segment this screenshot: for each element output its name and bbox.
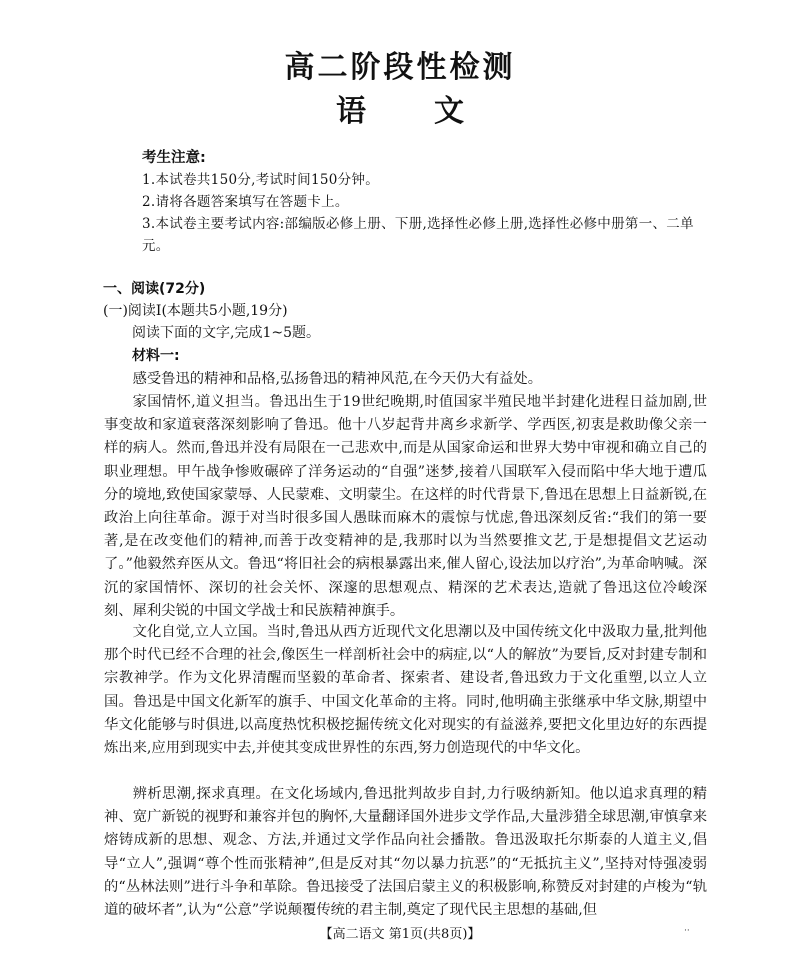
notice-item: 1.本试卷共150分,考试时间150分钟。 [142,172,380,188]
paragraph-text: 家国情怀,道义担当。鲁迅出生于19世纪晚期,时值国家半殖民地半封建化进程日益加剧,世事变故和家道衰落深刻影响了鲁迅。他十八岁起背井离乡求新学、学西医,初衷是救助像父亲一样的病人。然而,鲁迅并没有局限在一己悲欢中,而是从国家命运和世界大势中审视和确立自己的职业理想。甲午战争惨败碾碎了洋务运动的“自强”迷梦,接着八国联军入侵而陷中华大地于遭瓜分的境地,致使国家蒙辱、人民蒙难、文明蒙尘。在这样的时代背景下,鲁迅在思想上日益新锐,在政治上向往革命。源于对当时很多国人愚昧而麻木的震惊与忧虑,鲁迅深刻反省:“我们的第一要著,是在改变他们的精神,而善于改变精神的是,我那时以为当然要推文艺,于是想提倡文艺运动了。”他毅然弃医从文。鲁迅“将旧社会的病根暴露出来,催人留心,设法加以疗治”,为革命呐喊。深沉的家国情怀、深切的社会关怀、深邃的思想观点、精深的艺术表达,造就了鲁迅这位冷峻深刻、犀利尖锐的中国文学战士和民族精神旗手。 [104,394,707,619]
passage-paragraph [104,621,707,760]
reading-instruction: 阅读下面的文字,完成1~5题。 [132,325,320,341]
paragraph-text: 辨析思潮,探求真理。在文化场域内,鲁迅批判故步自封,力行吸纳新知。他以追求真理的精神、宽广新锐的视野和兼容并包的胸怀,大量翻译国外进步文学作品,大量涉猎全球思潮,审慎拿来熔铸成新的思想、观念、方法,并通过文学作品向社会播散。鲁迅汲取托尔斯泰的人道主义,倡导“立人”,强调“尊个性而张精神”,但是反对其“勿以暴力抗恶”的“无抵抗主义”,坚持对恃强凌弱的“丛林法则”进行斗争和革除。鲁迅接受了法国启蒙主义的积极影响,称赞反对封建的卢梭为“轨道的破坏者”,认为“公意”学说颠覆传统的君主制,奠定了现代民主思想的基础,但 [104,786,707,919]
subject-title: 语文 [336,94,532,129]
notice-item: 2.请将各题答案填写在答题卡上。 [142,194,349,210]
subsection-heading: (一)阅读Ⅰ(本题共5小题,19分) [103,303,288,319]
page-footer: 【高二语文 第1页(共8页)】 [319,927,481,942]
footer-mark: ·· [684,926,690,936]
material-label: 材料一: [132,348,180,364]
exam-title: 高二阶段性检测 [284,50,516,85]
notice-heading: 考生注意: [142,150,206,166]
paragraph-text: 文化自觉,立人立国。当时,鲁迅从西方近现代文化思潮以及中国传统文化中汲取力量,批判他那个时代已经不合理的社会,像医生一样剖析社会中的病症,以“人的解放”为要旨,反对封建专制和宗教神学。作为文化界清醒而坚毅的革命者、探索者、建设者,鲁迅致力于文化重塑,以立人立国。鲁迅是中国文化新军的旗手、中国文化革命的主将。同时,他明确主张继承中华文脉,期望中华文化能够与时俱进,以高度热忱积极挖掘传统文化对现实的有益滋养,要把文化里边好的东西提炼出来,应用到现实中去,并使其变成世界性的东西,努力创造现代的中华文化。 [104,624,707,757]
passage-paragraph [104,368,707,391]
section-heading: 一、阅读(72分) [103,281,206,297]
passage-paragraph [104,391,707,623]
paragraph-text: 感受鲁迅的精神和品格,弘扬鲁迅的精神风范,在今天仍大有益处。 [132,371,542,387]
notice-item: 3.本试卷主要考试内容:部编版必修上册、下册,选择性必修上册,选择性必修中册第一、二单元。 [142,216,694,254]
passage-paragraph [104,783,707,922]
